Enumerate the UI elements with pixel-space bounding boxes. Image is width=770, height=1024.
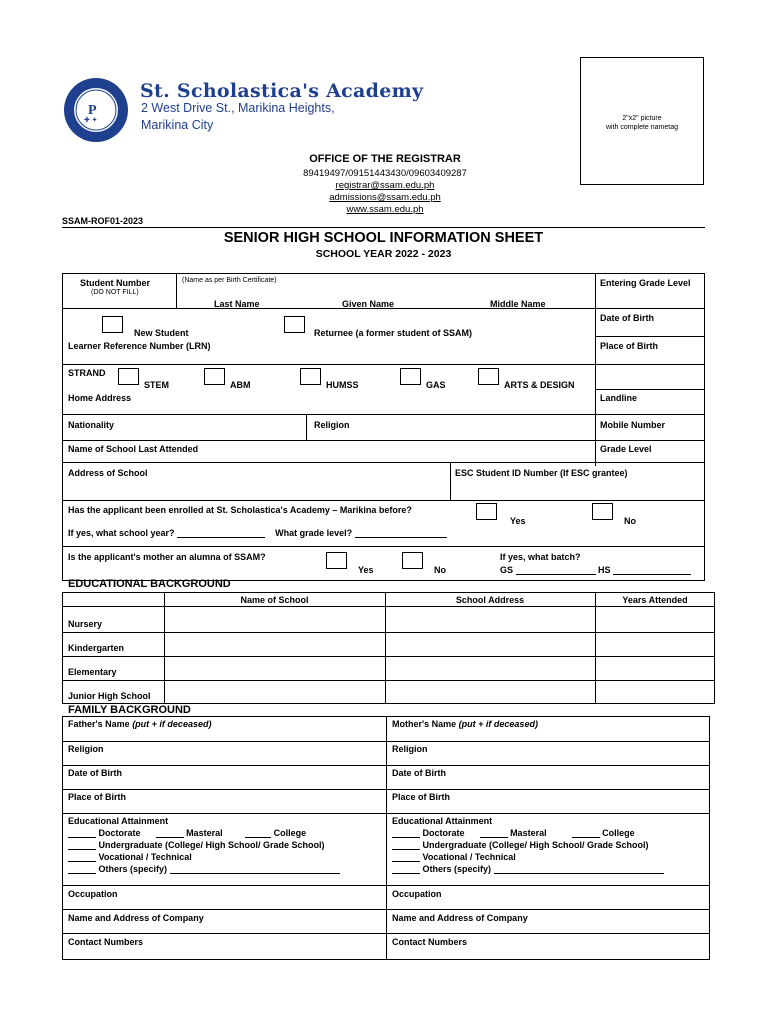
strand-abm-label: ABM (230, 380, 251, 390)
row-line (62, 500, 705, 501)
enrolled-no-checkbox[interactable] (592, 503, 613, 520)
strand-humss-label: HUMSS (326, 380, 359, 390)
mother-name-label: Mother's Name (392, 719, 457, 729)
row-line (62, 364, 705, 365)
strand-humss-checkbox[interactable] (300, 368, 321, 385)
father-pob-label: Place of Birth (68, 792, 127, 802)
nationality-label: Nationality (68, 420, 115, 430)
family-heading: FAMILY BACKGROUND (68, 704, 191, 716)
edu-col-divider (385, 592, 386, 704)
alumna-yes-label: Yes (358, 565, 374, 575)
row-line (62, 680, 715, 681)
school-year-blank[interactable] (177, 529, 265, 538)
row-line (62, 789, 710, 790)
esc-divider (450, 462, 451, 500)
enrolled-question: Has the applicant been enrolled at St. Scholastica's Academy – Marikina before? (68, 505, 412, 515)
row-line (595, 308, 705, 309)
father-company-label: Name and Address of Company (68, 913, 204, 923)
row-line (62, 741, 710, 742)
father-undergrad-label: Undergraduate (College/ High School/ Grade School) (98, 840, 325, 850)
strand-arts-label: ARTS & DESIGN (504, 380, 575, 390)
edu-col-divider (164, 592, 165, 704)
gs-label: GS (500, 565, 514, 575)
mother-vocational-blank[interactable] (392, 853, 420, 862)
education-table (62, 592, 715, 704)
father-vocational-blank[interactable] (68, 853, 96, 862)
school-name: St. Scholastica's Academy (140, 80, 424, 102)
school-address-line1: 2 West Drive St., Marikina Heights, (141, 101, 335, 115)
student-number-label: Student Number (80, 278, 151, 288)
new-student-checkbox[interactable] (102, 316, 123, 333)
mother-undergrad-blank[interactable] (392, 841, 420, 850)
name-note: (Name as per Birth Certificate) (182, 277, 277, 284)
enrolled-no-label: No (624, 516, 636, 526)
new-student-label: New Student (134, 328, 189, 338)
father-doctorate-label: Doctorate (98, 828, 141, 838)
father-name-label: Father's Name (68, 719, 130, 729)
hs-label: HS (598, 565, 611, 575)
father-others-label: Others (specify) (98, 864, 168, 874)
registrar-email-link[interactable]: registrar@ssam.edu.ph (335, 180, 435, 191)
website-link[interactable]: www.ssam.edu.ph (346, 204, 424, 215)
gs-batch-blank[interactable] (516, 566, 596, 575)
if-yes-batch-label: If yes, what batch? (500, 552, 581, 562)
enrolled-yes-checkbox[interactable] (476, 503, 497, 520)
father-vocational-label: Vocational / Technical (98, 852, 192, 862)
mother-pob-label: Place of Birth (392, 792, 451, 802)
edu-row-nursery: Nursery (68, 619, 103, 629)
grade-level-label: Grade Level (600, 444, 652, 454)
svg-text:P: P (88, 103, 97, 118)
student-number-divider (176, 273, 177, 308)
row-line (62, 885, 710, 886)
row-line (62, 813, 710, 814)
esc-id-label: ESC Student ID Number (If ESC grantee) (455, 468, 628, 478)
mobile-label: Mobile Number (600, 420, 666, 430)
mother-contact-label: Contact Numbers (392, 937, 468, 947)
education-heading: EDUCATIONAL BACKGROUND (68, 578, 231, 590)
mother-occupation-label: Occupation (392, 889, 442, 899)
do-not-fill-note: (DO NOT FILL) (91, 289, 139, 296)
school-seal-logo (62, 76, 130, 144)
father-contact-label: Contact Numbers (68, 937, 144, 947)
returnee-checkbox[interactable] (284, 316, 305, 333)
school-year-row (68, 528, 447, 538)
svg-text:✚ ✦: ✚ ✦ (84, 116, 98, 124)
header-divider (62, 227, 705, 228)
strand-stem-checkbox[interactable] (118, 368, 139, 385)
mother-religion-label: Religion (392, 744, 428, 754)
mother-vocational-row (392, 852, 516, 862)
edu-col-divider (595, 592, 596, 704)
mother-degree-row (392, 828, 635, 838)
father-undergrad-row (68, 840, 325, 850)
family-col-divider (386, 716, 387, 960)
row-line (595, 389, 705, 390)
place-of-birth-label: Place of Birth (600, 341, 659, 351)
school-address-line2: Marikina City (141, 118, 214, 132)
father-deceased-note: (put + if deceased) (132, 719, 212, 729)
form-title: SENIOR HIGH SCHOOL INFORMATION SHEET (223, 230, 544, 246)
photo-caption-2: with complete nametag (606, 124, 678, 131)
father-vocational-row (68, 852, 192, 862)
row-line (62, 632, 715, 633)
mother-vocational-label: Vocational / Technical (422, 852, 516, 862)
school-year: SCHOOL YEAR 2022 - 2023 (315, 248, 452, 260)
right-column-divider (595, 273, 596, 466)
father-occupation-label: Occupation (68, 889, 118, 899)
strand-label: STRAND (68, 368, 106, 378)
row-line (62, 440, 705, 441)
mother-others-specify-blank[interactable] (494, 865, 664, 874)
row-line (62, 909, 710, 910)
alumna-no-checkbox[interactable] (402, 552, 423, 569)
last-school-label: Name of School Last Attended (68, 444, 199, 454)
father-undergrad-blank[interactable] (68, 841, 96, 850)
what-grade-label: What grade level? (275, 528, 353, 538)
edu-col-name-of-school: Name of School (240, 595, 309, 605)
admissions-email-link[interactable]: admissions@ssam.edu.ph (329, 192, 441, 203)
mother-deceased-note: (put + if deceased) (458, 719, 538, 729)
mother-undergrad-row (392, 840, 649, 850)
mother-educ-label: Educational Attainment (392, 816, 493, 826)
row-line (62, 656, 715, 657)
returnee-label: Returnee (a former student of SSAM) (314, 328, 473, 338)
father-college-blank[interactable] (245, 829, 271, 838)
strand-stem-label: STEM (144, 380, 170, 390)
photo-caption-1: 2"x2" picture (622, 115, 662, 122)
father-masteral-label: Masteral (186, 828, 223, 838)
alumna-yes-checkbox[interactable] (326, 552, 347, 569)
row-line (595, 336, 705, 337)
landline-label: Landline (600, 393, 638, 403)
form-code: SSAM-ROF01-2023 (62, 216, 144, 226)
batch-row (500, 565, 691, 575)
father-degree-row (68, 828, 306, 838)
strand-gas-checkbox[interactable] (400, 368, 421, 385)
nationality-divider (306, 414, 307, 440)
mother-others-blank[interactable] (392, 865, 420, 874)
school-address-label: Address of School (68, 468, 148, 478)
lrn-label: Learner Reference Number (LRN) (68, 341, 211, 351)
mother-masteral-blank[interactable] (480, 829, 508, 838)
alumna-no-label: No (434, 565, 446, 575)
father-religion-label: Religion (68, 744, 104, 754)
row-line (62, 606, 715, 607)
middle-name-label: Middle Name (490, 299, 546, 309)
row-line (62, 933, 710, 934)
strand-arts-checkbox[interactable] (478, 368, 499, 385)
row-line (62, 765, 710, 766)
row-line (62, 546, 705, 547)
mother-company-label: Name and Address of Company (392, 913, 528, 923)
strand-abm-checkbox[interactable] (204, 368, 225, 385)
father-educ-label: Educational Attainment (68, 816, 169, 826)
strand-gas-label: GAS (426, 380, 446, 390)
mother-name-row (392, 719, 538, 729)
mother-college-blank[interactable] (572, 829, 600, 838)
father-doctorate-blank[interactable] (68, 829, 96, 838)
edu-row-elementary: Elementary (68, 667, 117, 677)
father-others-row (68, 864, 340, 874)
grade-level-blank[interactable] (355, 529, 447, 538)
office-heading: OFFICE OF THE REGISTRAR (309, 153, 461, 165)
father-college-label: College (273, 828, 307, 838)
religion-label: Religion (314, 420, 350, 430)
hs-batch-blank[interactable] (613, 566, 691, 575)
last-name-label: Last Name (214, 299, 260, 309)
father-others-specify-blank[interactable] (170, 865, 340, 874)
mother-others-label: Others (specify) (422, 864, 492, 874)
row-line (62, 414, 705, 415)
father-name-row (68, 719, 211, 729)
row-line (62, 462, 705, 463)
edu-row-kindergarten: Kindergarten (68, 643, 125, 653)
mother-doctorate-label: Doctorate (422, 828, 465, 838)
mother-college-label: College (602, 828, 635, 838)
father-others-blank[interactable] (68, 865, 96, 874)
mother-undergrad-label: Undergraduate (College/ High School/ Grade School) (422, 840, 649, 850)
edu-row-junior-high: Junior High School (68, 691, 151, 701)
enrolled-yes-label: Yes (510, 516, 526, 526)
mother-masteral-label: Masteral (510, 828, 547, 838)
entering-grade-label: Entering Grade Level (600, 278, 691, 288)
mother-doctorate-blank[interactable] (392, 829, 420, 838)
father-dob-label: Date of Birth (68, 768, 122, 778)
office-phones: 89419497/09151443430/09603409287 (303, 168, 467, 179)
home-address-label: Home Address (68, 393, 132, 403)
mother-others-row (392, 864, 664, 874)
edu-col-years-attended: Years Attended (622, 595, 688, 605)
given-name-label: Given Name (342, 299, 395, 309)
edu-col-school-address: School Address (455, 595, 525, 605)
date-of-birth-label: Date of Birth (600, 313, 654, 323)
father-masteral-blank[interactable] (156, 829, 184, 838)
mother-dob-label: Date of Birth (392, 768, 446, 778)
mother-alumna-question: Is the applicant's mother an alumna of SSAM? (68, 552, 266, 562)
if-yes-year-label: If yes, what school year? (68, 528, 175, 538)
